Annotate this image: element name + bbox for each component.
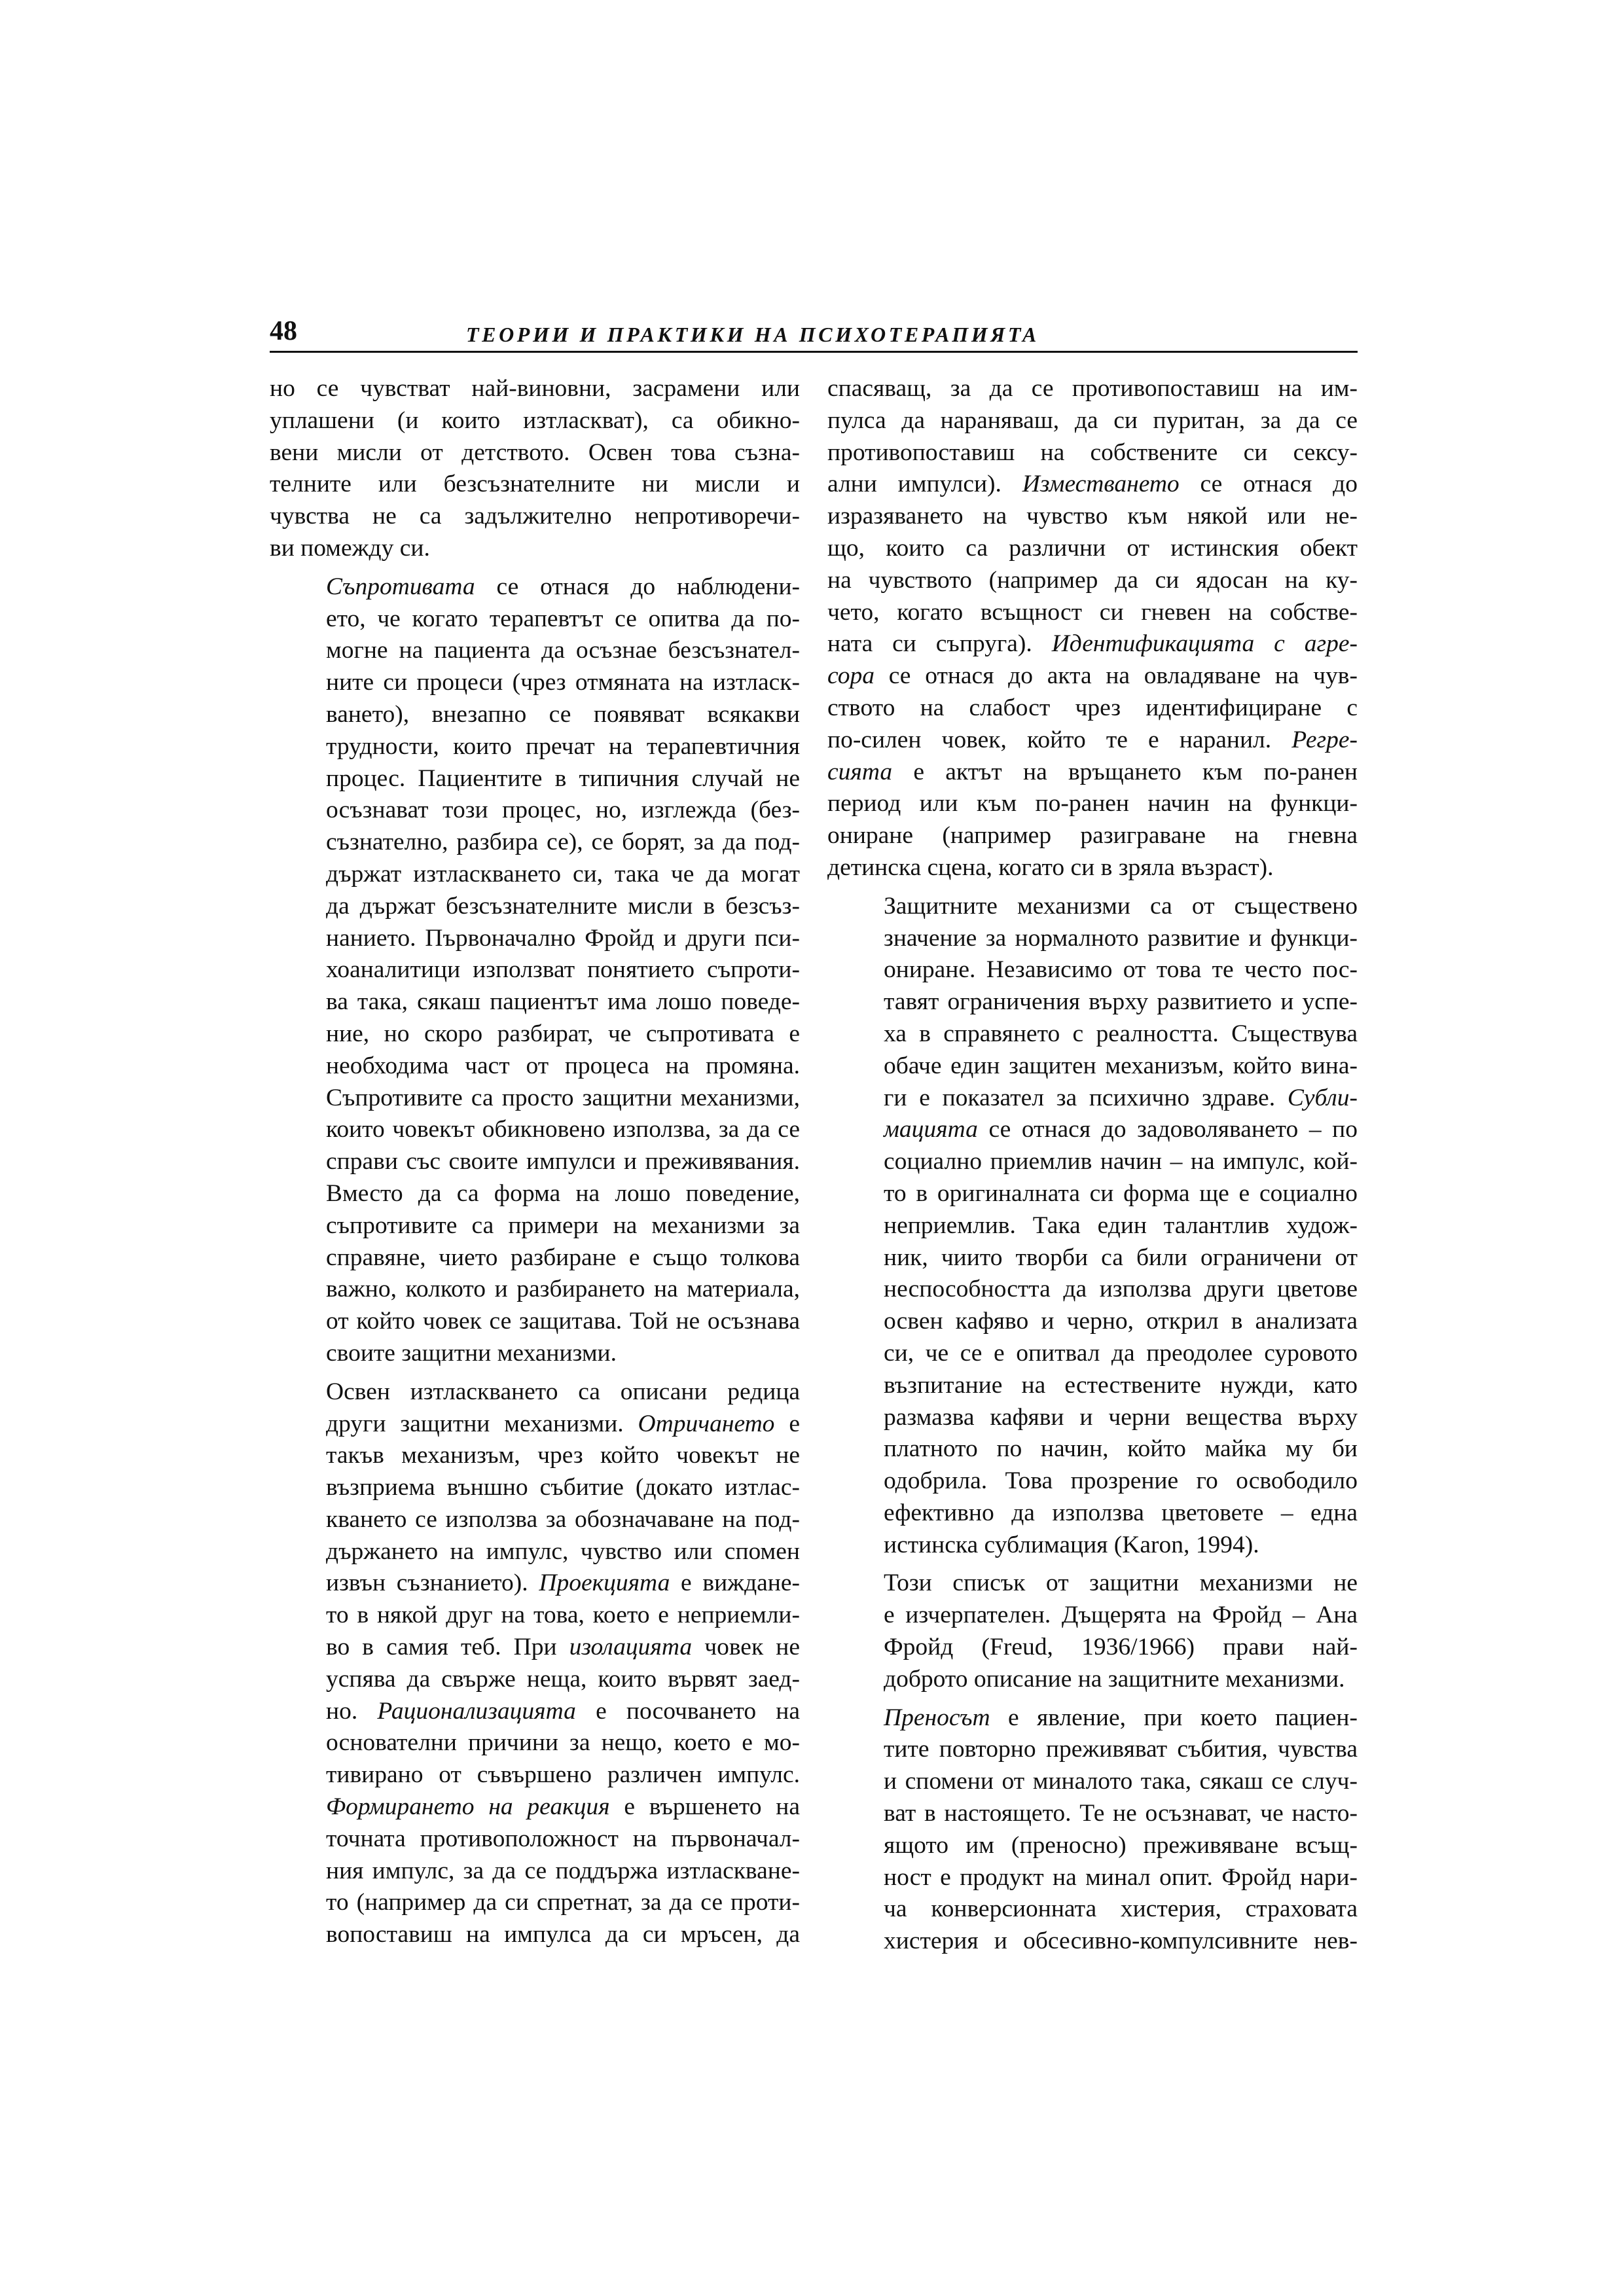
text-line: тавят ограничения върху развитието и успе- [884,988,1358,1016]
term: Рационализацията [377,1697,576,1725]
text-fragment: други защитни механизми. [326,1410,638,1437]
term: мацията [884,1116,978,1143]
text-line: ящото им (преносно) преживяване всъщ- [884,1831,1358,1859]
text-line: телните или безсъзнателните ни мисли и [270,471,800,498]
text-line [827,1702,1358,1734]
text-line [827,628,1358,660]
paragraph [270,373,800,565]
text-line: си, че се е опитвал да преодолее суровото [884,1339,1358,1367]
text-line: могне на пациента да осъзнае безсъзнател- [326,637,800,664]
text-line: ха в справянето с реалността. Съществува [884,1020,1358,1047]
text-line: Защитните механизми са от съществено [884,892,1358,920]
term: изолацията [569,1634,693,1661]
text-line: на чувството (например да си ядосан на ку- [827,566,1358,594]
text-line: ви помежду си. [270,534,430,562]
text-line: възпитание на естествените нужди, като [884,1371,1358,1399]
text-fragment: се отнася до наблюдени- [475,573,800,600]
text-fragment: но. [326,1697,378,1725]
term: Преносът [884,1704,990,1731]
text-line [270,571,800,603]
text-fragment: во в самия теб. При [326,1634,569,1661]
text-line: ва така, сякаш пациентът има лошо поведе- [326,988,800,1016]
text-fragment: се отнася до [1179,471,1358,498]
text-fragment: ната си съпруга). [827,630,1052,658]
text-line: Вместо да са форма на лошо поведение, [326,1179,800,1207]
text-line: вени мисли от детството. Освен това съзна- [270,439,800,466]
paragraph [270,1376,800,1951]
running-title: ТЕОРИИ И ПРАКТИКИ НА ПСИХОТЕРАПИЯТА [466,323,1039,346]
paragraph [827,1568,1358,1695]
text-line [270,1696,800,1728]
text-line: от който човек се защитава. Той не осъзнава [326,1308,800,1335]
text-line: хистерия и обсесивно-компулсивните нев- [884,1928,1358,1955]
text-line: изразяването на чувство към някой или не- [827,503,1358,530]
text-line: одобрила. Това прозрение го освободило [884,1467,1358,1495]
text-line: своите защитни механизми. [326,1339,617,1367]
text-line: противопоставиш на собствените си сексу- [827,439,1358,466]
text-line: чувства не са задължително непротиворечи- [270,503,800,530]
left-column [270,373,800,1951]
text-line: тивирано от съвършено различен импулс. [326,1761,800,1789]
term: Регре- [1291,726,1358,753]
term: Проекцията [539,1570,670,1597]
text-fragment: се отнася до задоволяването – по [977,1116,1358,1143]
text-line: Освен изтласкването са описани редица [326,1378,800,1405]
text-line: възприема външно събитие (докато изтлас- [326,1474,800,1501]
text-line: ник, чиито творби са били ограничени от [884,1244,1358,1271]
text-line: държането на импулс, чувство или спомен [326,1537,800,1565]
text-fragment: извън съзнанието). [326,1570,539,1597]
text-line: основателни причини за нещо, което е мо- [326,1729,800,1757]
text-line: пулса да нараняваш, да си пуритан, за да се [827,406,1358,434]
text-fragment: човек не [692,1634,800,1661]
text-line: социално приемлив начин – на импулс, кой- [884,1148,1358,1175]
term: сора [827,662,875,690]
text-line: които човекът обикновено използва, за да се [326,1116,800,1143]
text-line: тите повторно преживяват събития, чувства [884,1736,1358,1763]
text-fragment: ални импулси). [827,471,1022,498]
text-line: ние, но скоро разбират, че съпротивата е [326,1020,800,1047]
text-fragment: е актът на връщането към по-ранен [892,758,1358,785]
text-fragment: ги е показател за психично здраве. [884,1084,1288,1111]
text-line: процес. Пациентите в типичния случай не [326,764,800,792]
text-line: доброто описание на защитните механизми. [884,1665,1345,1693]
term: Субли- [1287,1084,1358,1111]
text-line: но се чувстват най-виновни, засрамени или [270,375,800,402]
text-line [827,757,1358,789]
text-line [270,1408,800,1441]
text-line: успява да свърже неща, които вървят заед- [326,1665,800,1693]
text-line: ването), внезапно се появяват всякакви [326,700,800,728]
paragraph [270,571,800,1370]
text-line: такъв механизъм, чрез който човекът не [326,1442,800,1469]
text-fragment: по-силен човек, който те е наранил. [827,726,1292,753]
text-line [270,1568,800,1600]
text-line: справяне, чието разбиране е също толкова [326,1244,800,1271]
text-line: ониране. Независимо от това те често пос- [884,956,1358,984]
text-line: съзнателно, разбира се), се борят, за да под- [326,829,800,856]
term: сията [827,758,893,785]
text-line: то в оригиналната си форма ще е социално [884,1179,1358,1207]
text-line: неприемлив. Така един талантлив худож- [884,1211,1358,1239]
text-line: ефективно да използва цветовете – една [884,1499,1358,1526]
paragraph [827,891,1358,1562]
text-line: съпротивите са примери на механизми за [326,1211,800,1239]
text-line [270,1791,800,1823]
text-line: ча конверсионната хистерия, страховата [884,1895,1358,1923]
text-line: истинска сублимация (Karon, 1994). [884,1531,1259,1558]
text-line: да държат безсъзнателните мисли в безсъз- [326,892,800,920]
text-line: то в някой друг на това, което е неприемли- [326,1602,800,1629]
page-number: 48 [270,316,297,346]
text-fragment: се отнася до акта на овладяване на чув- [874,662,1358,690]
text-fragment: е вършенето на [609,1793,800,1821]
text-line: уплашени (и които изтласкват), са обикно- [270,406,800,434]
term: Съпротивата [326,573,475,600]
text-line [270,1632,800,1664]
right-column [827,373,1358,1958]
text-line: значение за нормалното развитие и функци- [884,924,1358,952]
text-line: ството на слабост чрез идентифициране с [827,694,1358,721]
text-line: платното по начин, който майка му би [884,1435,1358,1463]
paragraph [827,373,1358,884]
text-line: чето, когато всъщност си гневен на собстве- [827,598,1358,626]
term: Отричането [638,1410,775,1437]
text-line: необходима част от процеса на промяна. [326,1052,800,1079]
text-line: ето, че когато терапевтът се опитва да по- [326,605,800,632]
text-line: ния импулс, за да се поддържа изтласкване- [326,1857,800,1884]
text-line: точната противоположност на първоначал- [326,1825,800,1852]
text-line: размазва кафяви и черни вещества върху [884,1403,1358,1431]
text-line: спасяващ, за да се противопоставиш на им- [827,375,1358,402]
text-line: държат изтласкването си, така че да могат [326,860,800,888]
text-line: ните си процеси (чрез отмяната на изтласк- [326,669,800,696]
text-line: кването се използва за обозначаване на под- [326,1505,800,1533]
text-line: осъзнават този процес, но, изглежда (без- [326,797,800,824]
text-line: Съпротивите са просто защитни механизми, [326,1084,800,1111]
text-line: освен кафяво и черно, открил в анализата [884,1308,1358,1335]
text-line: детинска сцена, когато си в зряла възраст). [827,853,1274,881]
text-line: период или към по-ранен начин на функци- [827,790,1358,817]
text-line: хоаналитици използват понятието съпроти- [326,956,800,984]
text-fragment: е [774,1410,800,1437]
text-line: обаче един защитен механизъм, който вина- [884,1052,1358,1079]
text-line: то (например да си спретнат, за да се проти- [326,1889,800,1916]
text-line: ониране (например разиграване на гневна [827,822,1358,850]
text-fragment: е явление, при което пациен- [990,1704,1358,1731]
paragraph [827,1702,1358,1958]
text-line: ват в настоящето. Те не осъзнават, че насто- [884,1800,1358,1827]
term: Изместването [1022,471,1180,498]
text-line: е изчерпателен. Дъщерята на Фройд – Ана [884,1602,1358,1629]
running-header [270,313,1358,353]
text-line: нанието. Първоначално Фройд и други пси- [326,924,800,952]
term: Формирането на реакция [326,1793,610,1821]
text-line: що, които са различни от истинския обект [827,534,1358,562]
text-line: Фройд (Freud, 1936/1966) прави най- [884,1634,1358,1661]
text-line [827,1114,1358,1146]
text-line [827,1083,1358,1115]
text-line: вопоставиш на импулса да си мръсен, да [326,1921,800,1948]
text-line: важно, колкото и разбирането на материала, [326,1276,800,1303]
text-line [827,469,1358,501]
text-line [827,725,1358,757]
text-fragment: е посочването на [575,1697,800,1725]
text-line: неспособността да използва други цветове [884,1276,1358,1303]
term: Идентификацията с агре- [1051,630,1358,658]
text-line: Този списък от защитни механизми не [884,1570,1358,1597]
text-line: ност е продукт на минал опит. Фройд нари- [884,1863,1358,1891]
text-line [827,660,1358,692]
text-line: справи със своите импулси и преживявания. [326,1148,800,1175]
text-line: и спомени от миналото така, сякаш се случ- [884,1768,1358,1795]
text-fragment: е виждане- [670,1570,800,1597]
text-line: трудности, които пречат на терапевтичния [326,732,800,760]
